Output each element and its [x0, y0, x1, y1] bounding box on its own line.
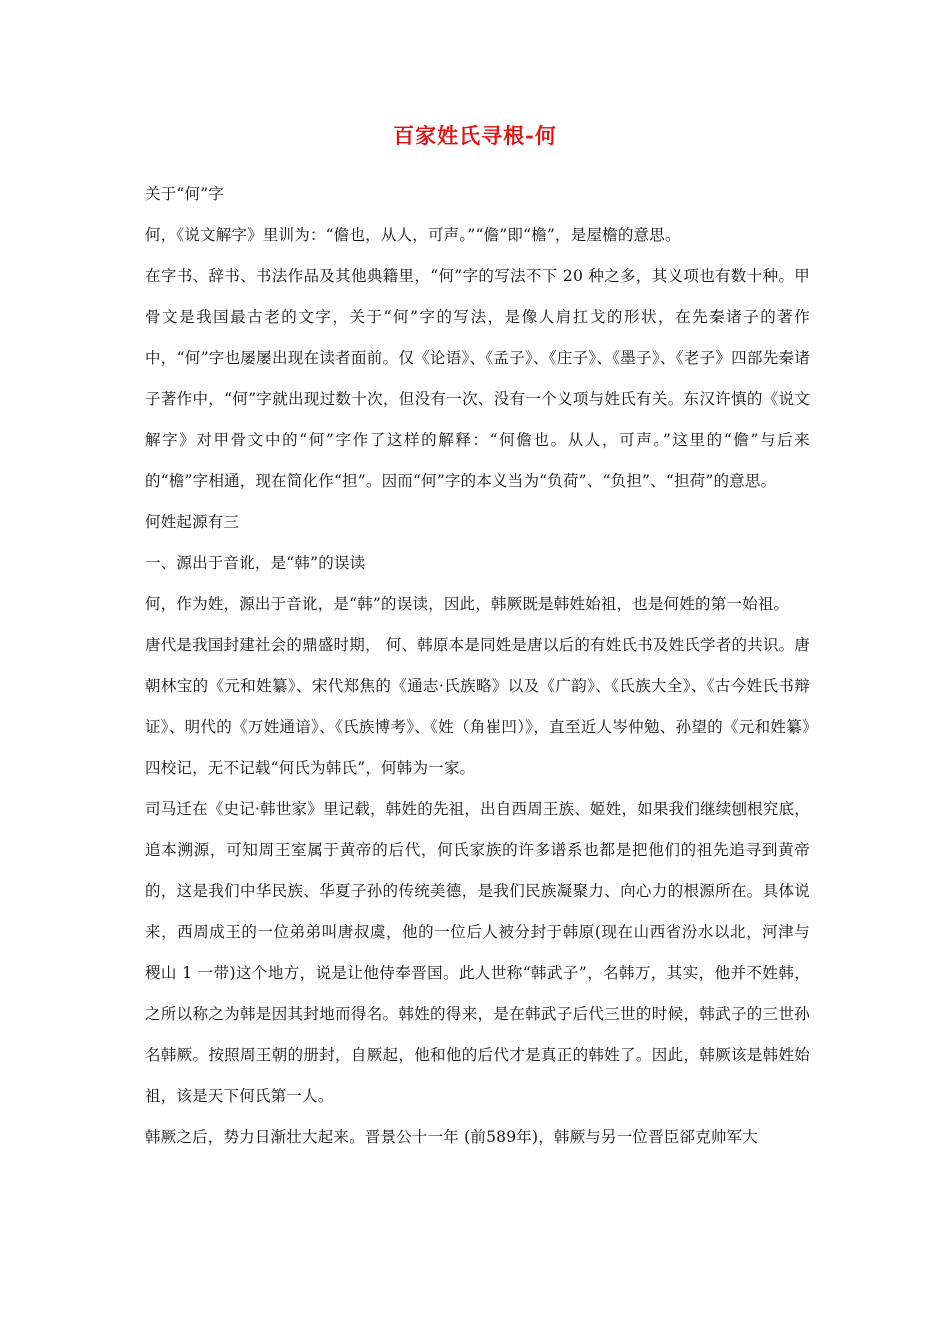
document-body	[145, 174, 810, 1158]
paragraph-tang-dynasty: 唐代是我国封建社会的鼎盛时期， 何、韩原本是同姓是唐以后的有姓氏书及姓氏学者的共识。唐朝林宝的《元和姓纂》、宋代郑焦的《通志·氏族略》以及《广韵》、《氏族大全》、《古今姓氏书辩证》、明代的《万姓通谙》、《氏族博考》、《姓（角崔凹）》，直至近人岑仲勉、孙望的《元和姓纂》四校记，无不记载“何氏为韩氏”，何韩为一家。	[145, 636, 810, 777]
section-heading-origins: 何姓起源有三	[145, 513, 240, 531]
paragraph-character-forms: 在字书、辞书、书法作品及其他典籍里，“何”字的写法不下 20 种之多，其义项也有数十种。甲骨文是我国最古老的文字，关于“何”字的写法，是像人肩扛戈的形状，在先秦诸子的著作中，“何”字也屡屡出现在读者面前。仅《论语》、《孟子》、《庄子》、《墨子》、《老子》四部先秦诸子著作中，“何”字就出现过数十次，但没有一次、没有一个义项与姓氏有关。东汉许慎的《说文解字》对甲骨文中的“何”字作了这样的解释：“何儋也。从人，可声。”这里的“儋”与后来的“檐”字相通，现在简化作“担”。因而“何”字的本义当为“负荷”、“负担”、“担荷”的意思。	[145, 267, 810, 490]
paragraph-sima-qian: 司马迁在《史记·韩世家》里记载，韩姓的先祖，出自西周王族、姬姓，如果我们继续刨根究底，追本溯源，可知周王室属于黄帝的后代，何氏家族的许多谱系也都是把他们的祖先追寻到黄帝的，这是我们中华民族、华夏子孙的传统美德，是我们民族凝聚力、向心力的根源所在。具体说来，西周成王的一位弟弟叫唐叔虞，他的一位后人被分封于韩原(现在山西省汾水以北，河津与稷山 1 一带)这个地方，说是让他侍奉晋国。此人世称“韩武子”，名韩万，其实，他并不姓韩，之所以称之为韩是因其封地而得名。韩姓的得来，是在韩武子后代三世的时候，韩武子的三世孙名韩厥。按照周王朝的册封，自厥起，他和他的后代才是真正的韩姓了。因此，韩厥该是韩姓始祖，该是天下何氏第一人。	[145, 800, 810, 1105]
paragraph-han-jue: 韩厥之后，势力日渐壮大起来。晋景公十一年 (前589年)，韩厥与另一位晋臣郤克帅军大	[145, 1128, 759, 1146]
subsection-heading-origin-one: 一、源出于音讹，是“韩”的误读	[145, 554, 366, 572]
section-heading-about-character: 关于“何”字	[145, 185, 225, 203]
paragraph-definition: 何，《说文解字》里训为：“儋也，从人，可声。”“儋”即“檐”，是屋檐的意思。	[145, 226, 681, 244]
paragraph-han-misreading: 何，作为姓，源出于音讹，是“韩”的误读，因此，韩厥既是韩姓始祖，也是何姓的第一始祖。	[145, 595, 790, 613]
document-title: 百家姓氏寻根-何	[393, 123, 557, 148]
